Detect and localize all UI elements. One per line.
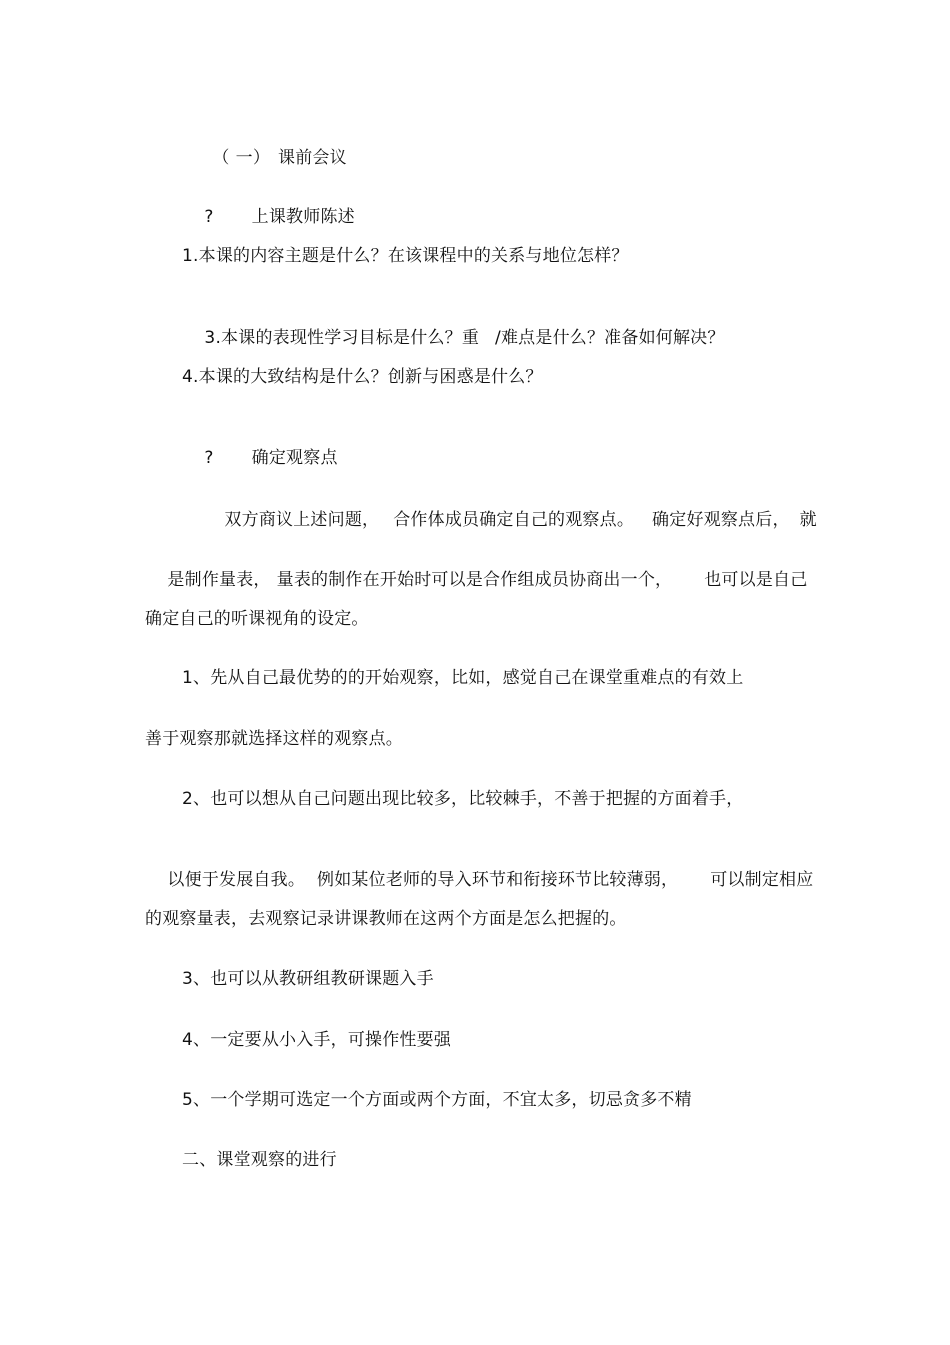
bullet-mark: ? — [204, 207, 214, 227]
item-1-line-2: 善于观察那就选择这样的观察点。 — [145, 729, 403, 749]
bullet-text: 上课教师陈述 — [251, 207, 355, 227]
item-2-line-2 — [145, 847, 813, 913]
item-4: 4、一定要从小入手，可操作性要强 — [182, 1030, 452, 1050]
question-1: 1.本课的内容主题是什么？在该课程中的关系与地位怎样？ — [182, 246, 629, 266]
text-run: 量表的制作在开始时可以是合作组成员协商出一个， — [276, 570, 673, 590]
heading-pre-class-meeting — [190, 125, 347, 191]
paragraph-1-line-1 — [202, 487, 817, 553]
item-3: 3、也可以从教研组教研课题入手 — [182, 969, 434, 989]
bullet-mark: ? — [204, 448, 214, 468]
text-run: 确定好观察点后， — [652, 510, 790, 530]
text-run: 合作体成员确定自己的观察点。 — [393, 510, 635, 530]
question-3 — [182, 305, 725, 371]
paragraph-1-line-3: 确定自己的听课视角的设定。 — [145, 609, 369, 629]
heading-open-paren: （ — [212, 148, 230, 168]
question-3-part-a: 3.本课的表现性学习目标是什么？重 — [204, 328, 480, 348]
item-5: 5、一个学期可选定一个方面或两个方面，不宜太多，切忌贪多不精 — [182, 1090, 692, 1110]
heading-classroom-observation: 二、课堂观察的进行 — [182, 1150, 337, 1170]
text-run: 是制作量表， — [167, 570, 271, 590]
item-1-line-1: 1、先从自己最优势的的开始观察，比如，感觉自己在课堂重难点的有效上 — [182, 668, 744, 688]
item-2-line-3: 的观察量表，去观察记录讲课教师在这两个方面是怎么把握的。 — [145, 909, 627, 929]
paragraph-1-line-2 — [145, 547, 807, 613]
heading-number: 一） — [235, 148, 271, 168]
bullet-text: 确定观察点 — [251, 448, 338, 468]
text-run: 就 — [799, 510, 817, 530]
item-2-line-1: 2、也可以想从自己问题出现比较多，比较棘手，不善于把握的方面着手， — [182, 789, 744, 809]
question-4: 4.本课的大致结构是什么？创新与困惑是什么？ — [182, 367, 543, 387]
question-3-part-b: /难点是什么？准备如何解决？ — [495, 328, 725, 348]
bullet-teacher-statement — [182, 184, 355, 250]
text-run: 也可以是自己 — [704, 570, 808, 590]
text-run: 可以制定相应 — [710, 870, 814, 890]
text-run: 以便于发展自我。 — [167, 870, 306, 890]
heading-text: 课前会议 — [278, 148, 347, 168]
text-run: 双方商议上述问题， — [224, 510, 380, 530]
text-run: 例如某位老师的导入环节和衔接环节比较薄弱， — [317, 870, 679, 890]
bullet-observation-point — [182, 425, 338, 491]
